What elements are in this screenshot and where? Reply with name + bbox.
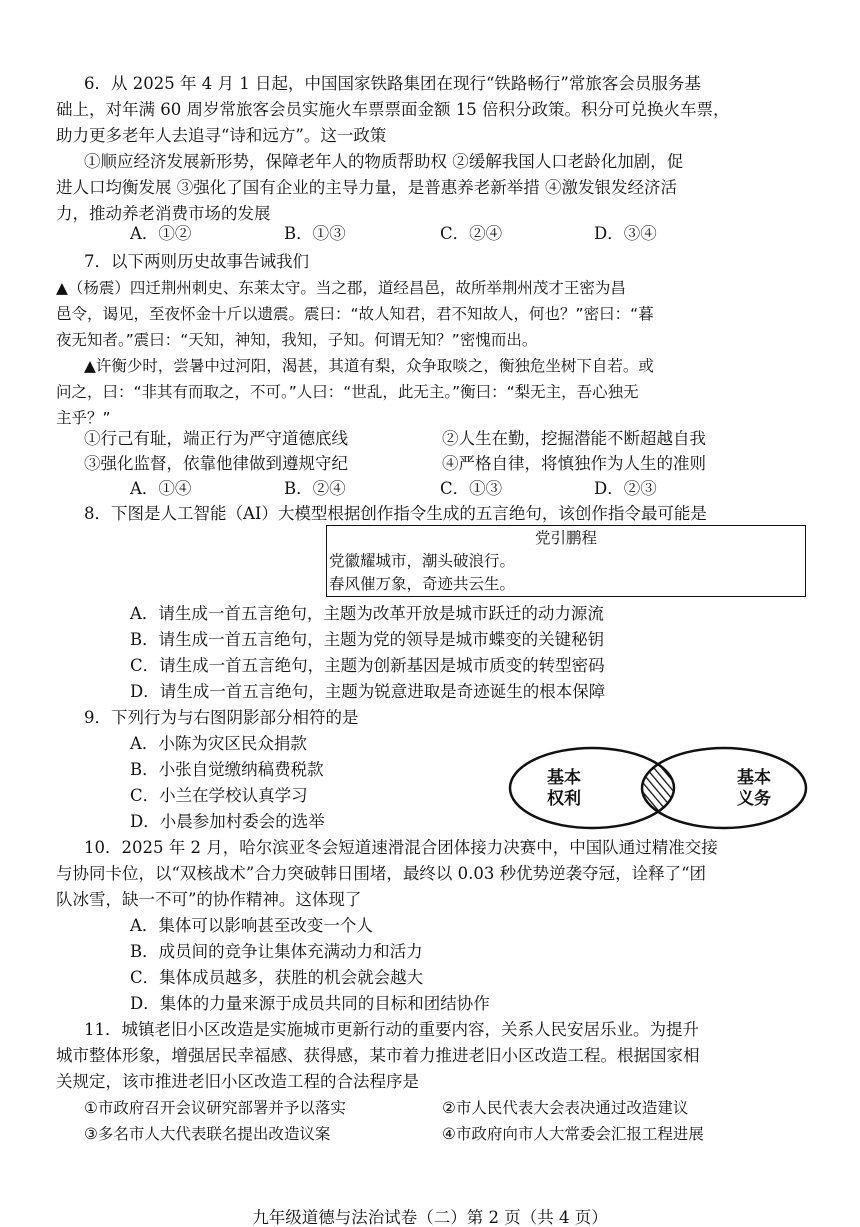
q6-items-line-2: 进人口均衡发展 ③强化了国有企业的主导力量，是普惠养老新举措 ④激发银发经济活 <box>56 178 677 197</box>
q9-option-b[interactable]: B．小张自觉缴纳稿费税款 <box>130 760 324 779</box>
q11-stem-line-3: 关规定，该市推进老旧小区改造工程的合法程序是 <box>56 1072 419 1091</box>
q7-option-b[interactable]: B．②④ <box>284 479 346 498</box>
q11-stem-line-1: 11．城镇老旧小区改造是实施城市更新行动的重要内容，关系人民安居乐业。为提升 <box>84 1020 699 1039</box>
poem-line-2: 春风催万象，奇迹共云生。 <box>329 575 516 593</box>
q9-option-a[interactable]: A．小陈为灾区民众捐款 <box>130 734 307 753</box>
q8-option-c[interactable]: C．请生成一首五言绝句，主题为创新基因是城市质变的转型密码 <box>130 656 605 675</box>
venn-diagram <box>506 742 812 834</box>
venn-left-label-2: 权利 <box>547 789 581 809</box>
q7-story-1-line-1: ▲（杨震）四迁荆州刺史、东莱太守。当之郡，道经昌邑，故所举荆州茂才王密为昌 <box>56 279 626 297</box>
q6-items-line-1: ①顺应经济发展新形势，保障老年人的物质帮助权 ②缓解我国人口老龄化加剧，促 <box>84 152 684 171</box>
q11-stem-line-2: 城市整体形象，增强居民幸福感、获得感，某市着力推进老旧小区改造工程。根据国家相 <box>56 1046 700 1065</box>
q7-stem: 7．以下两则历史故事告诫我们 <box>84 252 309 271</box>
poem-title: 党引鹏程 <box>534 529 597 547</box>
q7-item-1: ①行己有耻，端正行为严守道德底线 <box>84 429 348 448</box>
q7-item-3: ③强化监督，依靠他律做到遵规守纪 <box>84 454 348 473</box>
q7-story-2-line-2: 问之，曰：“非其有而取之，不可。”人曰：“世乱，此无主。”衡曰：“梨无主，吾心独无 <box>56 383 639 401</box>
q6-items-line-3: 力，推动养老消费市场的发展 <box>56 204 271 223</box>
q7-item-4: ④严格自律，将慎独作为人生的准则 <box>442 454 706 473</box>
q11-item-2: ②市人民代表大会表决通过改造建议 <box>442 1099 689 1117</box>
q8-option-d[interactable]: D．请生成一首五言绝句，主题为锐意进取是奇迹诞生的根本保障 <box>130 682 606 701</box>
q6-option-a[interactable]: A．①② <box>130 224 192 243</box>
poem-line-1: 党徽耀城市，潮头破浪行。 <box>329 552 516 570</box>
venn-left-label-1: 基本 <box>547 768 581 788</box>
q11-item-4: ④市政府向市人大常委会汇报工程进展 <box>442 1125 704 1143</box>
q9-option-d[interactable]: D．小晨参加村委会的选举 <box>130 812 325 831</box>
q6-stem-line-1: 6．从 2025 年 4 月 1 日起，中国国家铁路集团在现行“铁路畅行”常旅客会员服务基 <box>84 74 701 93</box>
q6-option-b[interactable]: B．①③ <box>284 224 346 243</box>
q11-item-3: ③多名市人大代表联名提出改造议案 <box>84 1125 331 1143</box>
q8-option-a[interactable]: A．请生成一首五言绝句，主题为改革开放是城市跃迁的动力源流 <box>130 604 604 623</box>
q8-option-b[interactable]: B．请生成一首五言绝句，主题为党的领导是城市蝶变的关键秘钥 <box>130 630 605 649</box>
q9-stem: 9．下列行为与右图阴影部分相符的是 <box>84 708 359 727</box>
q10-stem-line-1: 10．2025 年 2 月，哈尔滨亚冬会短道速滑混合团体接力决赛中，中国队通过精准交接 <box>84 838 718 857</box>
q7-item-2: ②人生在勤，挖掘潜能不断超越自我 <box>442 429 706 448</box>
q10-option-c[interactable]: C．集体成员越多，获胜的机会就会越大 <box>130 968 424 987</box>
q7-story-2-line-3: 主乎？” <box>56 409 111 427</box>
q6-option-c[interactable]: C．②④ <box>440 224 503 243</box>
q9-option-c[interactable]: C．小兰在学校认真学习 <box>130 786 308 805</box>
q7-option-c[interactable]: C．①③ <box>440 479 503 498</box>
poem-box <box>326 525 806 597</box>
q6-option-d[interactable]: D．③④ <box>594 224 657 243</box>
q7-option-a[interactable]: A．①④ <box>130 479 192 498</box>
q7-story-2-line-1: ▲许衡少时，尝暑中过河阳，渴甚，其道有梨，众争取啖之，衡独危坐树下自若。或 <box>84 357 654 375</box>
q6-stem-line-3: 助力更多老年人去追寻“诗和远方”。这一政策 <box>56 126 387 145</box>
q10-stem-line-2: 与协同卡位，以“双核战术”合力突破韩日围堵，最终以 0.03 秒优势逆袭夺冠，诠释了“团 <box>56 864 707 883</box>
venn-right-label-2: 义务 <box>737 789 771 809</box>
q10-stem-line-3: 队冰雪，缺一不可”的协作精神。这体现了 <box>56 890 362 909</box>
q10-option-d[interactable]: D．集体的力量来源于成员共同的目标和团结协作 <box>130 994 490 1013</box>
q6-stem-line-2: 础上，对年满 60 周岁常旅客会员实施火车票票面金额 15 倍积分政策。积分可兑换火车票， <box>56 100 730 119</box>
q11-item-1: ①市政府召开会议研究部署并予以落实 <box>84 1099 346 1117</box>
venn-right-label-1: 基本 <box>737 768 771 788</box>
page-footer-text: 九年级道德与法治试卷（二）第 2 页（共 4 页） <box>252 1208 608 1227</box>
page-footer <box>200 1194 660 1227</box>
q8-stem: 8．下图是人工智能（AI）大模型根据创作指令生成的五言绝句，该创作指令最可能是 <box>84 504 707 523</box>
q7-story-1-line-2: 邑令，谒见，至夜怀金十斤以遗震。震曰：“故人知君，君不知故人，何也？”密曰：“暮 <box>56 305 654 323</box>
q7-story-1-line-3: 夜无知者。”震曰：“天知，神知，我知，子知。何谓无知？”密愧而出。 <box>56 331 538 349</box>
q10-option-a[interactable]: A．集体可以影响甚至改变一个人 <box>130 916 373 935</box>
q10-option-b[interactable]: B．成员间的竞争让集体充满动力和活力 <box>130 942 423 961</box>
q7-option-d[interactable]: D．②③ <box>594 479 657 498</box>
